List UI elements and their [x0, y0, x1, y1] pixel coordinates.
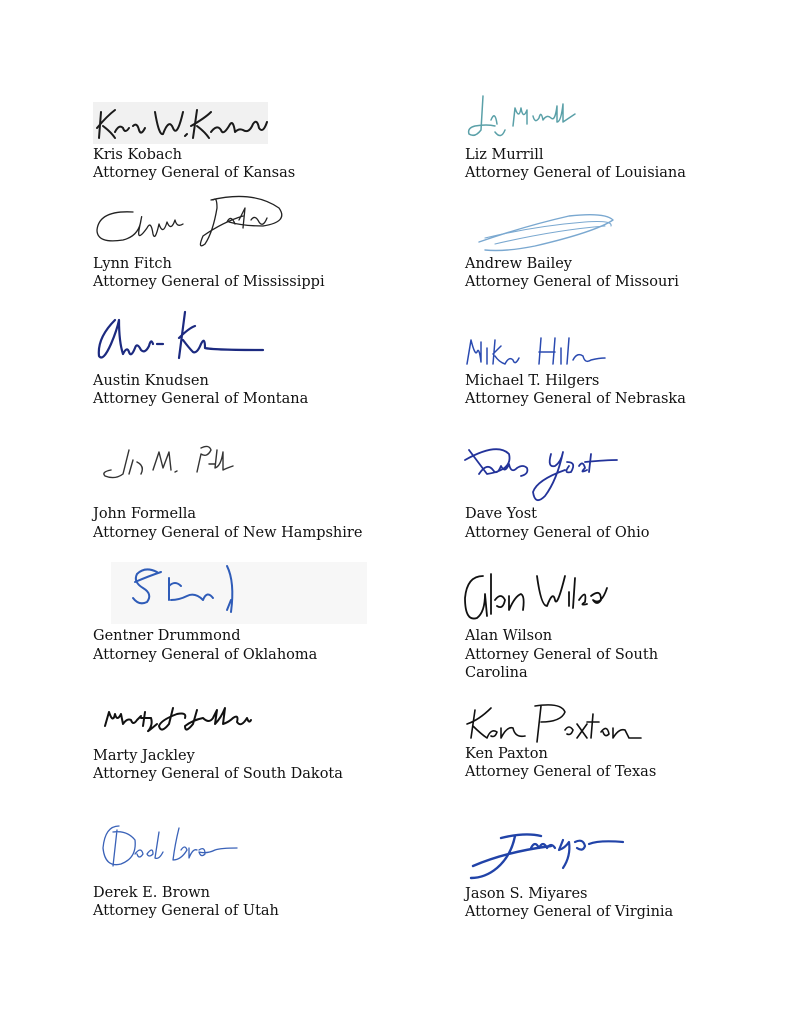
signatory-name: Andrew Bailey	[465, 256, 572, 272]
signature-wilson	[461, 566, 621, 628]
signatory-name: Ken Paxton	[465, 746, 548, 762]
signatory-block-kobach	[93, 98, 393, 188]
signatory-block-miyares	[465, 826, 765, 926]
signatory-title: Attorney General of Ohio	[465, 525, 650, 541]
signatory-title: Attorney General of Missouri	[465, 274, 679, 290]
signatory-name: Gentner Drummond	[93, 628, 241, 644]
signature-drummond	[123, 560, 283, 624]
signatory-block-formella	[93, 440, 393, 540]
signatory-title: Attorney General of Kansas	[93, 165, 296, 181]
signatory-name: Lynn Fitch	[93, 256, 172, 272]
signature-kobach	[93, 98, 273, 148]
signatory-block-bailey	[465, 206, 765, 296]
signature-hilgers	[465, 332, 615, 372]
signatory-name: Austin Knudsen	[93, 373, 209, 389]
signatory-block-jackley	[93, 700, 393, 790]
signatory-block-fitch	[93, 192, 393, 292]
signatory-name: Jason S. Miyares	[465, 886, 588, 902]
signature-knudsen	[93, 308, 273, 368]
signature-brown	[97, 820, 247, 875]
signatory-title: Attorney General of Montana	[93, 391, 309, 407]
signatory-title: Attorney General of Nebraska	[465, 391, 686, 407]
signatory-block-wilson	[465, 566, 765, 686]
signature-murrill	[465, 90, 585, 145]
signatory-name: Kris Kobach	[93, 147, 183, 163]
signature-yost	[457, 440, 627, 510]
signatory-name: Derek E. Brown	[93, 885, 210, 901]
signature-paxton	[465, 698, 655, 746]
signatory-title: Attorney General of Oklahoma	[93, 647, 318, 663]
signatory-block-drummond	[93, 560, 393, 663]
signatory-name: Liz Murrill	[465, 147, 544, 163]
signatory-title: Attorney General of Virginia	[465, 904, 674, 920]
signatory-block-brown	[93, 820, 393, 920]
signatory-block-knudsen	[93, 308, 393, 408]
signatory-name: Marty Jackley	[93, 748, 195, 764]
signatory-block-paxton	[465, 698, 765, 788]
signatory-name: Michael T. Hilgers	[465, 373, 600, 389]
signatory-name: Dave Yost	[465, 506, 537, 522]
signatory-name: John Formella	[93, 506, 197, 522]
signatory-title: Attorney General of South Carolina	[465, 647, 659, 681]
signatory-title: Attorney General of Louisiana	[465, 165, 686, 181]
signatory-block-hilgers	[465, 332, 765, 412]
signature-jackley	[101, 700, 271, 740]
signature-fitch	[93, 192, 293, 254]
signature-bailey	[465, 206, 625, 254]
signatory-title: Attorney General of South Dakota	[93, 766, 343, 782]
signatory-title: Attorney General of New Hampshire	[93, 525, 363, 541]
signatory-title: Attorney General of Utah	[93, 903, 279, 919]
signature-formella	[93, 440, 253, 485]
signatory-block-murrill	[465, 90, 765, 190]
signatory-block-yost	[465, 440, 765, 540]
signatory-title: Attorney General of Texas	[465, 764, 657, 780]
signatory-name: Alan Wilson	[465, 628, 553, 644]
signatory-title: Attorney General of Mississippi	[93, 274, 325, 290]
signature-miyares	[465, 826, 635, 882]
